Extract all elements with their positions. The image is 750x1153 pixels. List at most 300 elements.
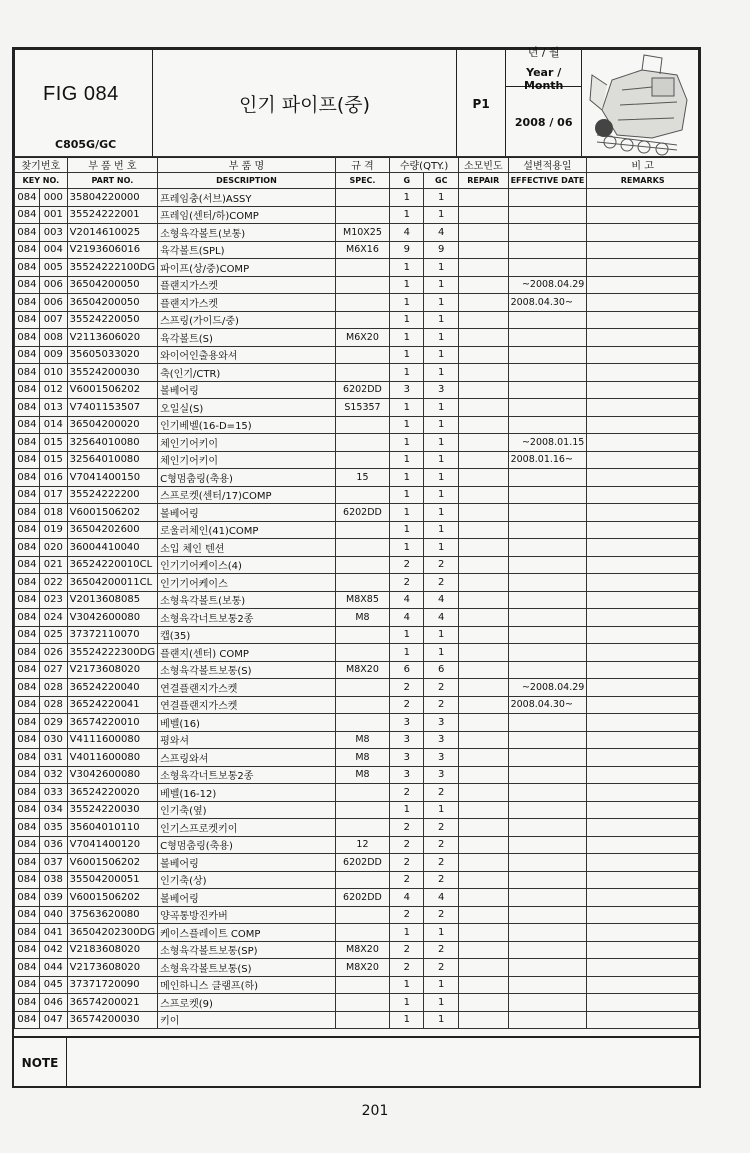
description-cell: 로울러체인(41)COMP [158, 521, 336, 539]
qty-gc-cell: 2 [424, 556, 459, 574]
table-row [15, 399, 699, 417]
qty-g-cell: 1 [390, 539, 424, 557]
qty-g-cell: 1 [390, 364, 424, 382]
description-cell: 인기베벨(16-D=15) [158, 416, 336, 434]
fig-number-cell: 084 [15, 189, 40, 207]
note-section [14, 1036, 699, 1088]
fig-number-cell: 084 [15, 626, 40, 644]
description-cell: 볼베어링 [158, 381, 336, 399]
qty-g-cell: 3 [390, 749, 424, 767]
fig-number-cell: 084 [15, 766, 40, 784]
part-number-cell: V6001506202 [67, 854, 157, 872]
spec-cell [335, 416, 389, 434]
spec-cell: 6202DD [335, 889, 389, 907]
key-number-cell: 032 [39, 766, 67, 784]
repair-cell [459, 976, 509, 994]
description-cell: 육각볼트(S) [158, 329, 336, 347]
part-number-cell: 36524220041 [67, 696, 157, 714]
key-number-cell: 026 [39, 644, 67, 662]
effective-date-cell [508, 906, 587, 924]
remarks-cell [587, 679, 699, 697]
qty-g-cell: 4 [390, 224, 424, 242]
page-title: 인기 파이프(중) [153, 50, 457, 158]
remarks-cell [587, 504, 699, 522]
fig-number-cell: 084 [15, 836, 40, 854]
key-number-cell: 038 [39, 871, 67, 889]
repair-cell [459, 521, 509, 539]
fig-number-cell: 084 [15, 346, 40, 364]
part-number-cell: 37372110070 [67, 626, 157, 644]
description-cell: 플랜지가스켓 [158, 276, 336, 294]
repair-cell [459, 189, 509, 207]
spec-cell [335, 259, 389, 277]
effective-date-cell [508, 766, 587, 784]
qty-gc-cell: 1 [424, 399, 459, 417]
part-number-cell: 35504200051 [67, 871, 157, 889]
part-number-cell: V2173608020 [67, 959, 157, 977]
qty-gc-cell: 1 [424, 504, 459, 522]
desc-header-en: DESCRIPTION [158, 173, 336, 189]
qty-g-cell: 1 [390, 346, 424, 364]
description-cell: 볼베어링 [158, 889, 336, 907]
fig-number-cell: 084 [15, 276, 40, 294]
spec-cell: 6202DD [335, 381, 389, 399]
repair-cell [459, 539, 509, 557]
fig-number-cell: 084 [15, 521, 40, 539]
qty-gc-cell: 1 [424, 486, 459, 504]
eff-header-kr: 설변적용일 [508, 157, 587, 173]
qty-gc-cell: 3 [424, 731, 459, 749]
key-number-cell: 028 [39, 679, 67, 697]
description-cell: 메인하니스 클램프(하) [158, 976, 336, 994]
qty-gc-cell: 4 [424, 591, 459, 609]
qty-g-cell: 3 [390, 766, 424, 784]
qty-gc-cell: 1 [424, 644, 459, 662]
spec-cell [335, 801, 389, 819]
effective-date-cell: 2008.01.16~ [508, 451, 587, 469]
repair-cell [459, 661, 509, 679]
key-number-cell: 031 [39, 749, 67, 767]
qty-gc-cell: 1 [424, 976, 459, 994]
part-number-cell: V2014610025 [67, 224, 157, 242]
remarks-cell [587, 241, 699, 259]
description-cell: 소형육각너트보통2종 [158, 609, 336, 627]
description-cell: 양곡통방진카버 [158, 906, 336, 924]
qty-gc-cell: 1 [424, 469, 459, 487]
repair-cell [459, 854, 509, 872]
table-row [15, 994, 699, 1012]
description-cell: 소입 체인 텐션 [158, 539, 336, 557]
part-number-cell: 36574200021 [67, 994, 157, 1012]
spec-cell [335, 714, 389, 732]
spec-cell [335, 434, 389, 452]
remarks-cell [587, 661, 699, 679]
part-number-cell: V3042600080 [67, 609, 157, 627]
qty-g-cell: 4 [390, 591, 424, 609]
qty-g-cell: 3 [390, 381, 424, 399]
key-number-cell: 008 [39, 329, 67, 347]
fig-number-cell: 084 [15, 871, 40, 889]
spec-cell [335, 696, 389, 714]
effective-date-cell [508, 591, 587, 609]
repair-cell [459, 889, 509, 907]
qty-header-gc: GC [424, 173, 459, 189]
spec-cell: M8 [335, 749, 389, 767]
qty-g-cell: 1 [390, 451, 424, 469]
effective-date-cell [508, 819, 587, 837]
table-row [15, 644, 699, 662]
fig-number-cell: 084 [15, 924, 40, 942]
description-cell: 베벨(16) [158, 714, 336, 732]
repair-cell [459, 906, 509, 924]
repair-cell [459, 766, 509, 784]
parts-table-body [15, 189, 699, 1029]
part-number-cell: 37563620080 [67, 906, 157, 924]
key-number-cell: 020 [39, 539, 67, 557]
spec-cell: M8X20 [335, 959, 389, 977]
fig-number-cell: 084 [15, 644, 40, 662]
fig-number-cell: 084 [15, 381, 40, 399]
fig-number-cell: 084 [15, 854, 40, 872]
key-number-cell: 040 [39, 906, 67, 924]
effective-date-cell [508, 871, 587, 889]
fig-number-cell: 084 [15, 539, 40, 557]
key-number-cell: 001 [39, 206, 67, 224]
qty-gc-cell: 3 [424, 714, 459, 732]
remarks-cell [587, 539, 699, 557]
remarks-cell [587, 381, 699, 399]
year-month-kr: 년 / 월 [527, 46, 560, 59]
repair-cell [459, 644, 509, 662]
key-number-cell: 018 [39, 504, 67, 522]
qty-g-cell: 1 [390, 801, 424, 819]
qty-header-kr: 수량(QTY.) [390, 157, 459, 173]
table-row [15, 714, 699, 732]
description-cell: 소형육각볼트(보통) [158, 224, 336, 242]
remarks-cell [587, 224, 699, 242]
fig-number-cell: 084 [15, 224, 40, 242]
qty-gc-cell: 9 [424, 241, 459, 259]
table-row [15, 784, 699, 802]
qty-g-cell: 2 [390, 556, 424, 574]
qty-g-cell: 1 [390, 626, 424, 644]
spec-cell [335, 556, 389, 574]
repair-cell [459, 311, 509, 329]
key-header-kr: 찾기번호 [15, 157, 68, 173]
remarks-cell [587, 574, 699, 592]
qty-g-cell: 3 [390, 731, 424, 749]
key-number-cell: 021 [39, 556, 67, 574]
repair-cell [459, 819, 509, 837]
effective-date-cell [508, 521, 587, 539]
key-number-cell: 029 [39, 714, 67, 732]
qty-gc-cell: 1 [424, 1011, 459, 1029]
table-row [15, 661, 699, 679]
effective-date-cell [508, 836, 587, 854]
table-row [15, 871, 699, 889]
repair-cell [459, 469, 509, 487]
qty-gc-cell: 2 [424, 871, 459, 889]
remarks-cell [587, 451, 699, 469]
effective-date-cell [508, 539, 587, 557]
key-number-cell: 010 [39, 364, 67, 382]
description-cell: 축(인기/CTR) [158, 364, 336, 382]
qty-g-cell: 1 [390, 994, 424, 1012]
qty-gc-cell: 1 [424, 451, 459, 469]
description-cell: 볼베어링 [158, 854, 336, 872]
remarks-cell [587, 294, 699, 312]
remarks-cell [587, 906, 699, 924]
qty-gc-cell: 3 [424, 766, 459, 784]
remarks-cell [587, 556, 699, 574]
table-row [15, 766, 699, 784]
fig-number-cell: 084 [15, 661, 40, 679]
repair-cell [459, 714, 509, 732]
spec-cell: M8 [335, 766, 389, 784]
table-row [15, 731, 699, 749]
part-number-cell: V4011600080 [67, 749, 157, 767]
qty-g-cell: 1 [390, 504, 424, 522]
key-number-cell: 033 [39, 784, 67, 802]
description-cell: 케이스플레이트 COMP [158, 924, 336, 942]
repair-cell [459, 206, 509, 224]
qty-gc-cell: 1 [424, 434, 459, 452]
fig-number-cell: 084 [15, 906, 40, 924]
remarks-cell [587, 766, 699, 784]
repair-cell [459, 749, 509, 767]
qty-g-cell: 1 [390, 416, 424, 434]
key-number-cell: 044 [39, 959, 67, 977]
qty-gc-cell: 1 [424, 329, 459, 347]
spec-cell [335, 976, 389, 994]
remarks-cell [587, 469, 699, 487]
key-number-cell: 030 [39, 731, 67, 749]
part-number-cell: 36504200020 [67, 416, 157, 434]
spec-cell [335, 906, 389, 924]
repair-cell [459, 556, 509, 574]
qty-gc-cell: 1 [424, 626, 459, 644]
effective-date-cell [508, 469, 587, 487]
qty-gc-cell: 1 [424, 994, 459, 1012]
fig-number-cell: 084 [15, 241, 40, 259]
repair-cell [459, 924, 509, 942]
qty-gc-cell: 2 [424, 819, 459, 837]
effective-date-cell [508, 626, 587, 644]
fig-number-cell: 084 [15, 311, 40, 329]
fig-number-cell: 084 [15, 731, 40, 749]
description-cell: 평와셔 [158, 731, 336, 749]
part-number-cell: 35524222100DG [67, 259, 157, 277]
key-number-cell: 034 [39, 801, 67, 819]
remarks-cell [587, 941, 699, 959]
remarks-cell [587, 329, 699, 347]
part-number-cell: 35524220030 [67, 801, 157, 819]
remarks-cell [587, 1011, 699, 1029]
description-cell: 베벨(16-12) [158, 784, 336, 802]
part-number-cell: V2013608085 [67, 591, 157, 609]
effective-date-cell: ~2008.04.29 [508, 679, 587, 697]
repair-cell [459, 416, 509, 434]
remarks-cell [587, 189, 699, 207]
effective-date-cell [508, 206, 587, 224]
qty-g-cell: 2 [390, 819, 424, 837]
effective-date-cell [508, 784, 587, 802]
spec-cell [335, 206, 389, 224]
qty-g-cell: 1 [390, 521, 424, 539]
remarks-cell [587, 854, 699, 872]
fig-number-cell: 084 [15, 609, 40, 627]
qty-gc-cell: 3 [424, 749, 459, 767]
description-cell: 인기스프로켓키이 [158, 819, 336, 837]
qty-g-cell: 2 [390, 959, 424, 977]
part-number-cell: 35524200030 [67, 364, 157, 382]
qty-g-cell: 6 [390, 661, 424, 679]
spec-cell [335, 189, 389, 207]
description-cell: 체인기어키이 [158, 434, 336, 452]
table-row [15, 906, 699, 924]
table-row [15, 416, 699, 434]
repair-cell [459, 329, 509, 347]
qty-gc-cell: 2 [424, 941, 459, 959]
part-number-cell: V4111600080 [67, 731, 157, 749]
repair-cell [459, 574, 509, 592]
effective-date-cell [508, 399, 587, 417]
effective-date-cell [508, 731, 587, 749]
qty-g-cell: 2 [390, 941, 424, 959]
part-number-cell: 36504200050 [67, 294, 157, 312]
repair-cell [459, 224, 509, 242]
key-number-cell: 045 [39, 976, 67, 994]
repair-cell [459, 451, 509, 469]
effective-date-cell [508, 749, 587, 767]
key-number-cell: 022 [39, 574, 67, 592]
effective-date-cell [508, 661, 587, 679]
spec-cell: 15 [335, 469, 389, 487]
table-row [15, 259, 699, 277]
spec-cell [335, 311, 389, 329]
spec-cell [335, 644, 389, 662]
fig-number-cell: 084 [15, 451, 40, 469]
table-row [15, 819, 699, 837]
remarks-cell [587, 644, 699, 662]
spec-cell [335, 539, 389, 557]
part-number-cell: V2183608020 [67, 941, 157, 959]
key-number-cell: 017 [39, 486, 67, 504]
effective-date-cell [508, 486, 587, 504]
spec-header-en: SPEC. [335, 173, 389, 189]
fig-number-cell: 084 [15, 556, 40, 574]
repair-cell [459, 801, 509, 819]
qty-gc-cell: 6 [424, 661, 459, 679]
spec-cell [335, 486, 389, 504]
fig-number-cell: 084 [15, 364, 40, 382]
key-number-cell: 000 [39, 189, 67, 207]
parts-sheet [12, 47, 701, 1088]
fig-number-cell: 084 [15, 259, 40, 277]
description-cell: 파이프(상/중)COMP [158, 259, 336, 277]
key-number-cell: 047 [39, 1011, 67, 1029]
page-code: P1 [456, 50, 506, 158]
qty-g-cell: 2 [390, 784, 424, 802]
effective-date-cell [508, 714, 587, 732]
remarks-cell [587, 714, 699, 732]
part-header-en: PART NO. [67, 173, 157, 189]
repair-cell [459, 486, 509, 504]
repair-header-kr: 소모빈도 [459, 157, 509, 173]
qty-gc-cell: 2 [424, 696, 459, 714]
description-cell: 오일실(S) [158, 399, 336, 417]
part-number-cell: 35524220050 [67, 311, 157, 329]
part-number-cell: 36504202600 [67, 521, 157, 539]
key-number-cell: 046 [39, 994, 67, 1012]
spec-cell: S15357 [335, 399, 389, 417]
key-number-cell: 019 [39, 521, 67, 539]
effective-date-cell [508, 924, 587, 942]
description-cell: 인기축(옆) [158, 801, 336, 819]
eff-header-en: EFFECTIVE DATE [508, 173, 587, 189]
spec-cell [335, 451, 389, 469]
fig-number-cell: 084 [15, 469, 40, 487]
fig-number-cell: 084 [15, 329, 40, 347]
fig-number-cell: 084 [15, 574, 40, 592]
qty-gc-cell: 1 [424, 364, 459, 382]
remarks-cell [587, 346, 699, 364]
qty-g-cell: 4 [390, 889, 424, 907]
remarks-cell [587, 311, 699, 329]
fig-number-cell: 084 [15, 889, 40, 907]
key-number-cell: 025 [39, 626, 67, 644]
fig-cell [15, 50, 153, 158]
qty-gc-cell: 2 [424, 784, 459, 802]
part-number-cell: 36524220010CL [67, 556, 157, 574]
remarks-cell [587, 626, 699, 644]
table-row [15, 469, 699, 487]
spec-cell: M6X20 [335, 329, 389, 347]
effective-date-cell: ~2008.01.15 [508, 434, 587, 452]
fig-number-cell: 084 [15, 749, 40, 767]
spec-cell [335, 574, 389, 592]
part-number-cell: V6001506202 [67, 504, 157, 522]
key-number-cell: 042 [39, 941, 67, 959]
description-cell: 소형육각볼트보통(S) [158, 661, 336, 679]
repair-cell [459, 434, 509, 452]
part-number-cell: V7041400120 [67, 836, 157, 854]
qty-gc-cell: 2 [424, 906, 459, 924]
remarks-header-en: REMARKS [587, 173, 699, 189]
description-cell: C형멈춤링(축용) [158, 836, 336, 854]
key-number-cell: 037 [39, 854, 67, 872]
fig-number-cell: 084 [15, 679, 40, 697]
spec-cell [335, 784, 389, 802]
fig-number-cell: 084 [15, 294, 40, 312]
qty-gc-cell: 1 [424, 924, 459, 942]
effective-date-cell: 2008.04.30~ [508, 294, 587, 312]
qty-gc-cell: 1 [424, 346, 459, 364]
key-number-cell: 027 [39, 661, 67, 679]
spec-cell [335, 994, 389, 1012]
table-row [15, 434, 699, 452]
part-number-cell: 36574220010 [67, 714, 157, 732]
spec-header-kr: 규 격 [335, 157, 389, 173]
part-number-cell: 35605033020 [67, 346, 157, 364]
table-row [15, 976, 699, 994]
description-cell: C형멈춤링(축용) [158, 469, 336, 487]
qty-gc-cell: 1 [424, 539, 459, 557]
qty-g-cell: 1 [390, 1011, 424, 1029]
table-row [15, 626, 699, 644]
table-row [15, 801, 699, 819]
part-number-cell: V2113606020 [67, 329, 157, 347]
